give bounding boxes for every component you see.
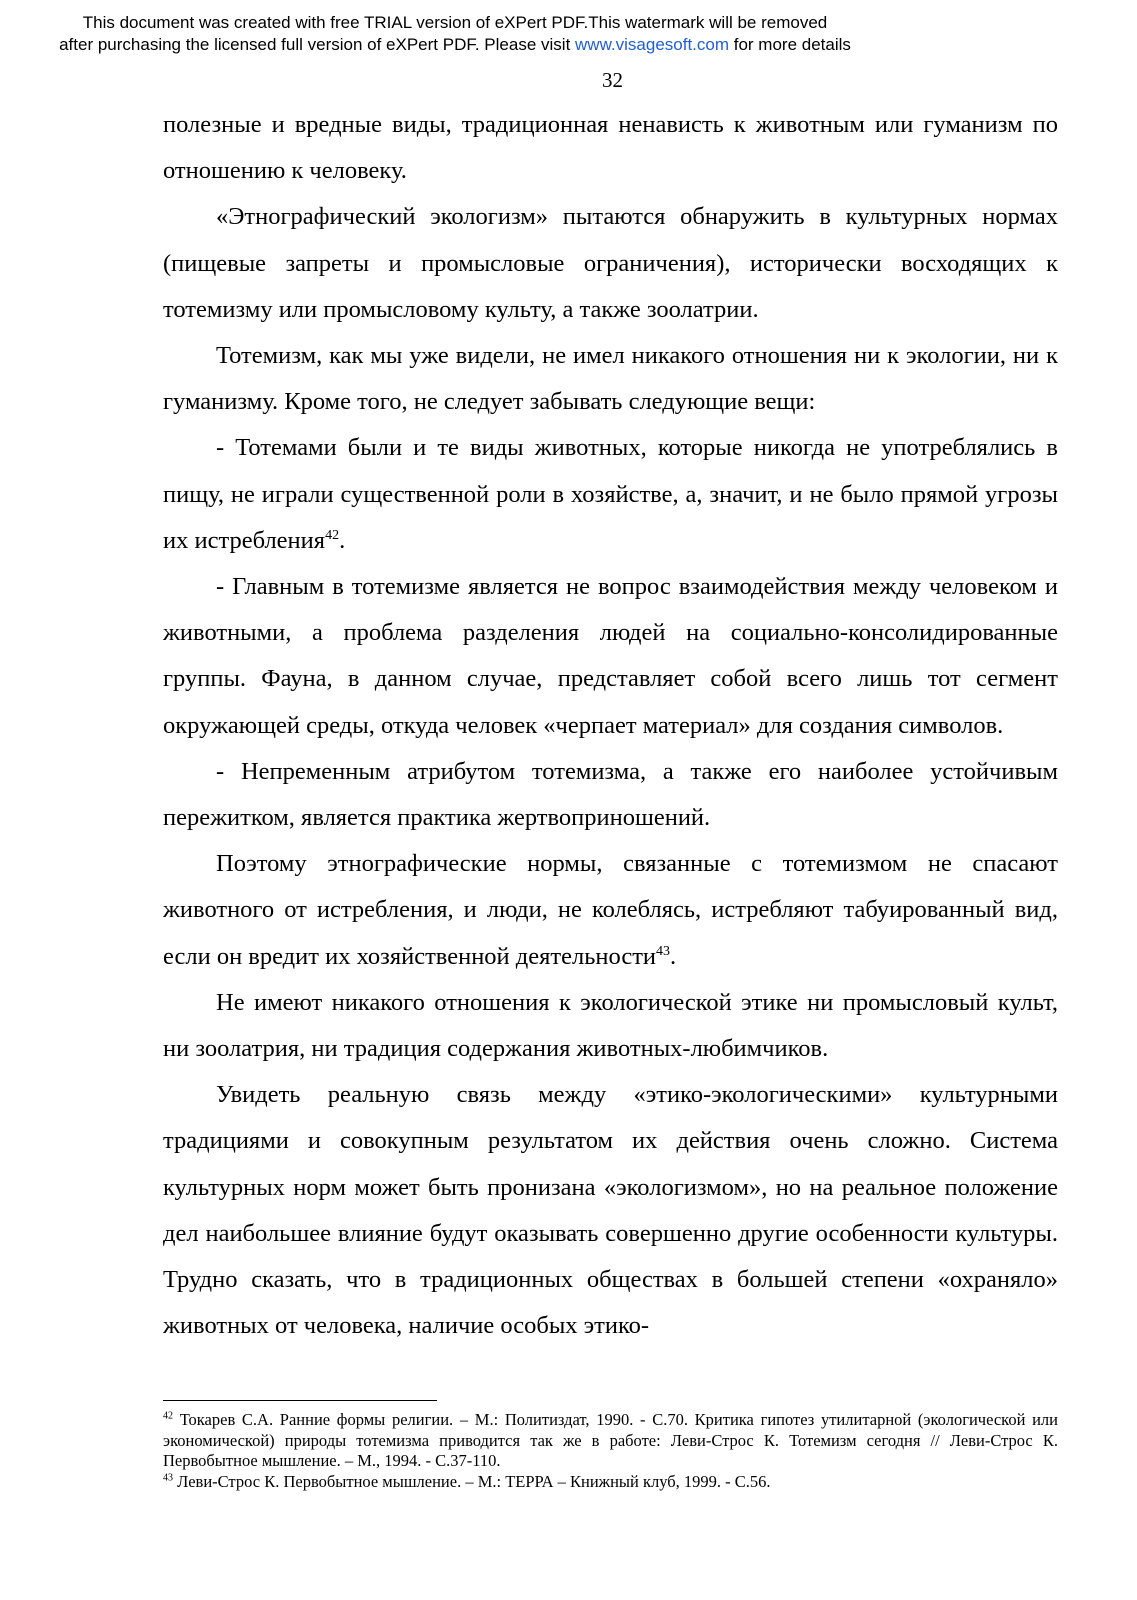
- footnote-text: Токарев С.А. Ранние формы религии. – М.: Политиздат, 1990. - С.70. Критика гипотез утилитарной (экологической или экономической) природы тотемизма приводится так же в работе: Леви-Строс К. Тотемизм сегодня // Леви-Строс К. Первобытное мышление. – М., 1994. - С.37-110.: [163, 1410, 1058, 1470]
- watermark-link[interactable]: www.visagesoft.com: [575, 35, 730, 54]
- paragraph-continuation: полезные и вредные виды, традиционная ненависть к животным или гуманизм по отношению к человеку.: [163, 111, 1058, 185]
- footnote-ref-43[interactable]: 43: [656, 943, 671, 959]
- watermark-text: after purchasing the licensed full version of eXPert PDF. Please visit: [59, 35, 576, 54]
- paragraph-text: Поэтому этнографические нормы, связанные с тотемизмом не спасают животного от истребления, и люди, не колеблясь, истребляют табуированный вид, если он вредит их хозяйственной деятельности: [163, 850, 1058, 970]
- paragraph-tail: .: [339, 526, 346, 554]
- page-number: 32: [602, 68, 623, 92]
- footnote-number: 42: [163, 1410, 173, 1422]
- paragraph-with-footnote: [163, 841, 1058, 980]
- paragraph: - Непременным атрибутом тотемизма, а также его наиболее устойчивым пережитком, является практика жертвоприношений.: [163, 757, 1058, 832]
- trial-watermark: [0, 12, 910, 56]
- footnote-ref-42[interactable]: 42: [325, 527, 340, 543]
- footnote-text: Леви-Строс К. Первобытное мышление. – М.: ТЕРРА – Книжный клуб, 1999. - С.56.: [173, 1471, 771, 1491]
- paragraph: - Главным в тотемизме является не вопрос взаимодействия между человеком и животными, а проблема разделения людей на социально-консолидированные группы. Фауна, в данном случае, представляет собой всего лишь тот сегмент окружающей среды, откуда человек «черпает материал» для создания символов.: [163, 573, 1058, 739]
- footnotes: [163, 1410, 1058, 1492]
- watermark-line-1: This document was created with free TRIAL version of eXPert PDF.This watermark will be removed: [82, 13, 828, 32]
- watermark-line-2: [0, 34, 910, 56]
- paragraph-text: - Тотемами были и те виды животных, которые никогда не употреблялись в пищу, не играли существенной роли в хозяйстве, а, значит, и не было прямой угрозы их истребления: [163, 434, 1058, 554]
- paragraph-tail: .: [670, 942, 677, 970]
- footnote-number: 43: [163, 1472, 173, 1483]
- paragraph: Увидеть реальную связь между «этико-экологическими» культурными традициями и совокупным результатом их действия очень сложно. Система культурных норм может быть пронизана «экологизмом», но на реальное положение дел наибольшее влияние будут оказывать совершенно другие особенности культуры. Трудно сказать, что в традиционных обществах в большей степени «охраняло» животных от человека, наличие особых этико-: [163, 1081, 1058, 1340]
- paragraph-with-footnote: [163, 425, 1058, 564]
- paragraph: «Этнографический экологизм» пытаются обнаружить в культурных нормах (пищевые запреты и промысловые ограничения), исторически восходящих к тотемизму или промысловому культу, а также зоолатрии.: [163, 203, 1058, 323]
- paragraph: Не имеют никакого отношения к экологической этике ни промысловый культ, ни зоолатрия, ни традиция содержания животных-любимчиков.: [163, 988, 1058, 1063]
- footnote-42: [163, 1410, 1058, 1472]
- watermark-text-end: for more details: [729, 35, 851, 54]
- main-text: [163, 102, 1058, 1349]
- footnote-separator: [163, 1400, 437, 1401]
- paragraph: Тотемизм, как мы уже видели, не имел никакого отношения ни к экологии, ни к гуманизму. Кроме того, не следует забывать следующие вещи:: [163, 342, 1058, 416]
- footnote-43: [163, 1472, 1058, 1493]
